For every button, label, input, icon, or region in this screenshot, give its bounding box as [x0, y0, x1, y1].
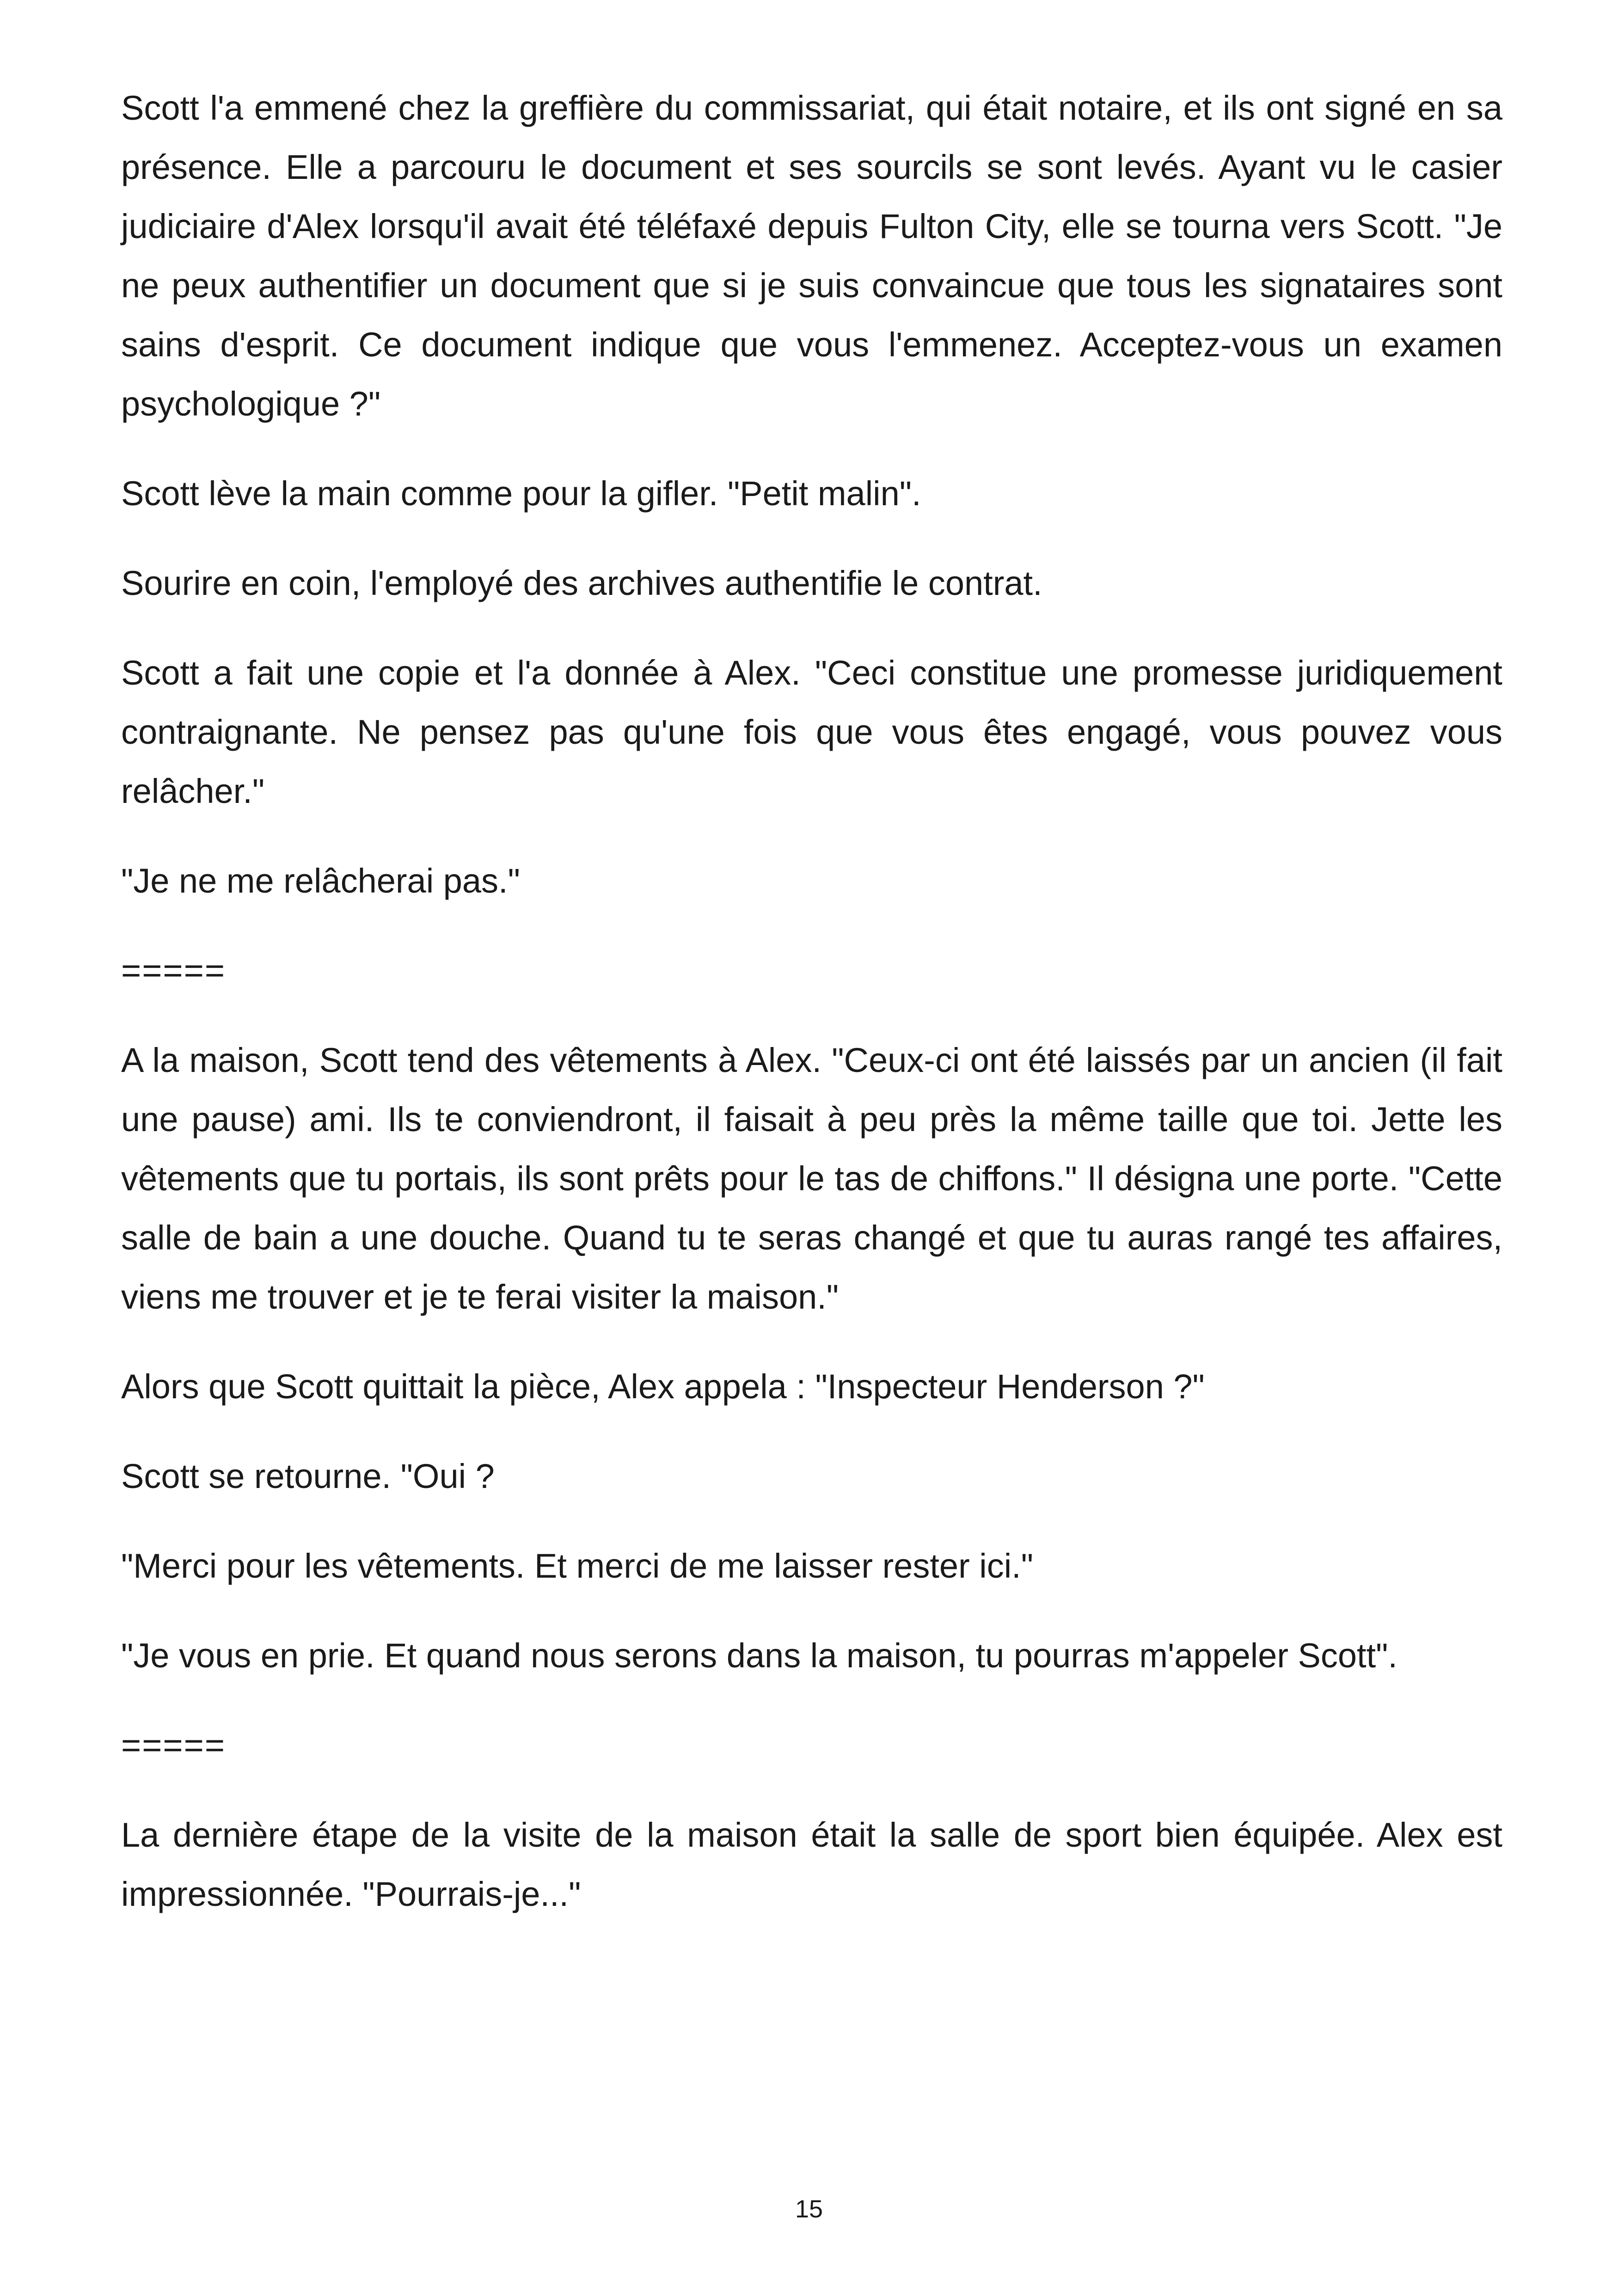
section-separator: =====: [121, 1726, 226, 1764]
page-number: 15: [795, 2195, 823, 2223]
paragraph: "Merci pour les vêtements. Et merci de me laisser rester ici.": [121, 1547, 1033, 1585]
section-separator: =====: [121, 951, 226, 990]
body-text: [121, 79, 1502, 1954]
paragraph: "Je ne me relâcherai pas.": [121, 862, 520, 900]
paragraph: Scott a fait une copie et l'a donnée à Alex. "Ceci constitue une promesse juridiquement contraignante. Ne pensez pas qu'une fois que vous êtes engagé, vous pouvez vous relâcher.": [121, 654, 1502, 810]
paragraph: Scott l'a emmené chez la greffière du commissariat, qui était notaire, et ils ont signé en sa présence. Elle a parcouru le document et ses sourcils se sont levés. Ayant vu le casier judiciaire d'Alex lorsqu'il avait été téléfaxé depuis Fulton City, elle se tourna vers Scott. "Je ne peux authentifier un document que si je suis convaincue que tous les signataires sont sains d'esprit. Ce document indique que vous l'emmenez. Acceptez-vous un examen psychologique ?": [121, 89, 1502, 423]
paragraph: Scott lève la main comme pour la gifler. "Petit malin".: [121, 474, 921, 513]
paragraph: Alors que Scott quittait la pièce, Alex appela : "Inspecteur Henderson ?": [121, 1367, 1205, 1406]
paragraph: Sourire en coin, l'employé des archives authentifie le contrat.: [121, 564, 1042, 602]
paragraph: Scott se retourne. "Oui ?: [121, 1457, 495, 1495]
paragraph: "Je vous en prie. Et quand nous serons dans la maison, tu pourras m'appeler Scott".: [121, 1636, 1397, 1675]
paragraph: A la maison, Scott tend des vêtements à Alex. "Ceux-ci ont été laissés par un ancien (il fait une pause) ami. Ils te conviendront, il faisait à peu près la même taille que toi. Jette les vêtements que tu portais, ils sont prêts pour le tas de chiffons." Il désigna une porte. "Cette salle de bain a une douche. Quand tu te seras changé et que tu auras rangé tes affaires, viens me trouver et je te ferai visiter la maison.": [121, 1041, 1502, 1316]
paragraph: La dernière étape de la visite de la maison était la salle de sport bien équipée. Alex est impressionnée. "Pourrais-je...": [121, 1816, 1502, 1913]
